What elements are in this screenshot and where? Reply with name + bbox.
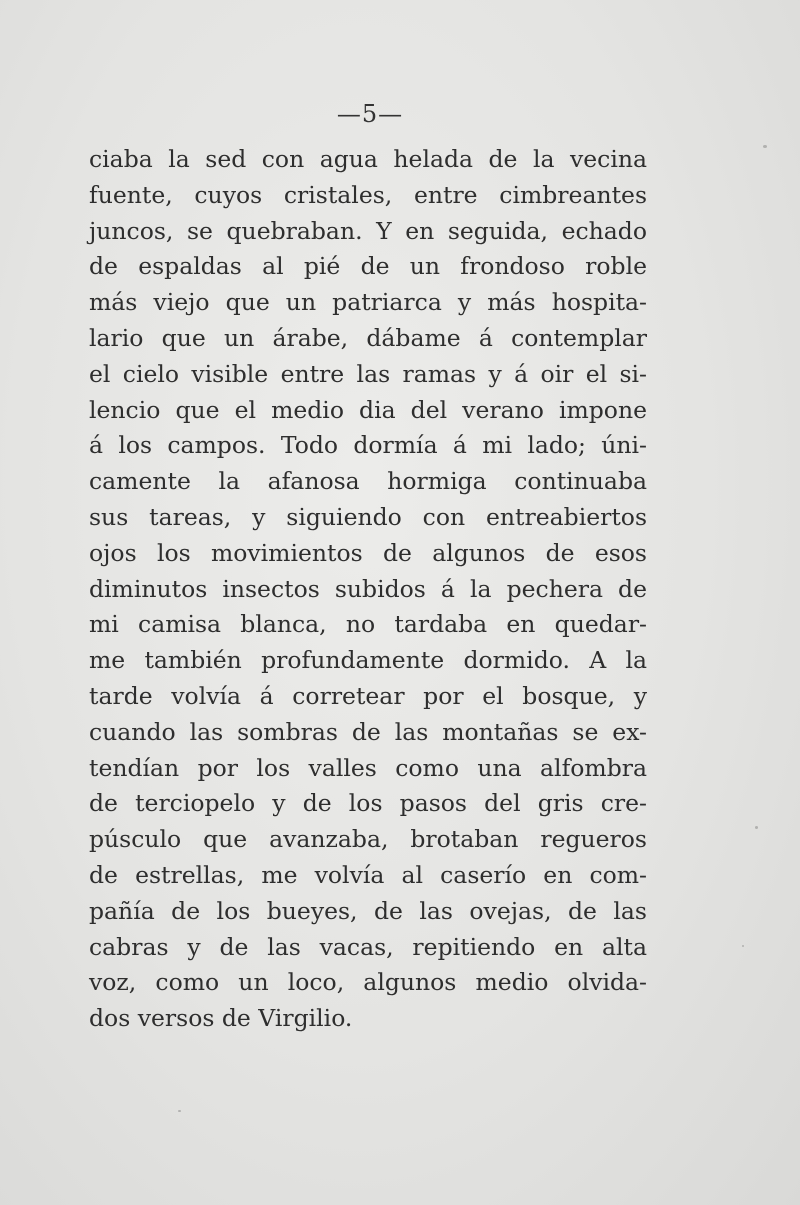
text-line: ojos los movimientos de algunos de esos <box>89 538 647 567</box>
text-line: cuando las sombras de las montañas se ex- <box>89 717 647 746</box>
text-line: de espaldas al pié de un frondoso roble <box>89 252 647 281</box>
text-line: voz, como un loco, algunos medio olvida- <box>89 968 647 997</box>
text-line: púsculo que avanzaba, brotaban regueros <box>89 825 647 854</box>
text-line: juncos, se quebraban. Y en seguida, echado <box>89 216 647 245</box>
paper-speck <box>742 945 744 947</box>
text-line: pañía de los bueyes, de las ovejas, de las <box>89 896 647 925</box>
text-line: sus tareas, y siguiendo con entreabiertos <box>89 502 647 531</box>
paper-speck <box>763 145 767 148</box>
text-line: el cielo visible entre las ramas y á oir el si- <box>89 359 647 388</box>
page-number: —5— <box>336 100 404 128</box>
text-line: á los campos. Todo dormía á mi lado; úni- <box>89 431 647 460</box>
text-line: diminutos insectos subidos á la pechera de <box>89 574 647 603</box>
text-line: de estrellas, me volvía al caserío en com- <box>89 860 647 889</box>
text-line: tarde volvía á corretear por el bosque, y <box>89 681 647 710</box>
body-text <box>89 142 647 1037</box>
text-line: mi camisa blanca, no tardaba en quedar- <box>89 610 647 639</box>
text-line: de terciopelo y de los pasos del gris cre- <box>89 789 647 818</box>
text-line: camente la afanosa hormiga continuaba <box>89 467 647 496</box>
text-line: tendían por los valles como una alfombra <box>89 753 647 782</box>
text-line: dos versos de Virgilio. <box>89 1004 353 1033</box>
text-line: lencio que el medio dia del verano impone <box>89 395 647 424</box>
paper-speck <box>178 1110 181 1112</box>
text-line: cabras y de las vacas, repitiendo en alta <box>89 932 647 961</box>
text-line: más viejo que un patriarca y más hospita- <box>89 288 647 317</box>
text-line: me también profundamente dormido. A la <box>89 646 647 675</box>
text-line: ciaba la sed con agua helada de la vecina <box>89 145 647 173</box>
text-line: lario que un árabe, dábame á contemplar <box>89 323 647 352</box>
text-line: fuente, cuyos cristales, entre cimbreantes <box>89 180 647 209</box>
paper-speck <box>755 826 758 829</box>
